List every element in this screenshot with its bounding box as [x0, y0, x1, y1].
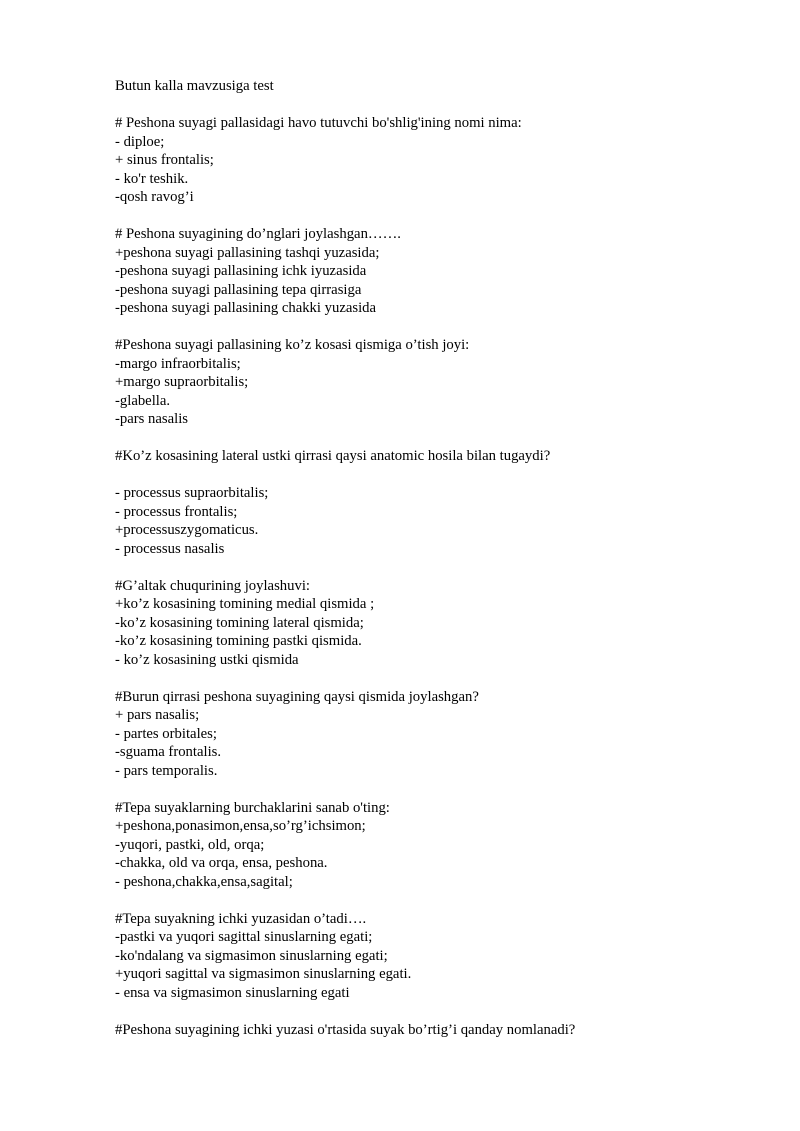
answer-option: - peshona,chakka,ensa,sagital;: [115, 873, 293, 890]
question-text: #Tepa suyaklarning burchaklarini sanab o'ting:: [115, 799, 390, 816]
answer-option: - diploe;: [115, 133, 165, 150]
answer-option: -yuqori, pastki, old, orqa;: [115, 836, 265, 853]
answer-option: -glabella.: [115, 392, 171, 409]
question-block: [115, 688, 755, 781]
blank-line: [115, 558, 755, 577]
answer-option: - processus supraorbitalis;: [115, 485, 269, 501]
blank-line: [115, 207, 755, 226]
question-block: [115, 114, 755, 207]
blank-line: [115, 1002, 755, 1021]
answer-option: -peshona suyagi pallasining chakki yuzasida: [115, 300, 377, 316]
question-text: #G’altak chuqurining joylashuvi:: [115, 577, 310, 594]
blank-line: [115, 669, 755, 688]
answer-option-correct: +peshona suyagi pallasining tashqi yuzasida;: [115, 244, 380, 261]
question-text: #Burun qirrasi peshona suyagining qaysi qismida joylashgan?: [115, 688, 479, 705]
question-block: [115, 910, 755, 1003]
question-text: #Peshona suyagi pallasining ko’z kosasi qismiga o’tish joyi:: [115, 337, 470, 353]
answer-option: - ko'r teshik.: [115, 170, 189, 187]
question-block: [115, 447, 755, 558]
answer-option: -sguama frontalis.: [115, 744, 222, 760]
answer-option: -ko’z kosasining tomining pastki qismida.: [115, 633, 362, 649]
blank-line: [115, 96, 755, 115]
answer-option: - processus nasalis: [115, 540, 225, 557]
question-text: # Peshona suyagi pallasidagi havo tutuvchi bo'shlig'ining nomi nima:: [115, 115, 522, 131]
blank-line: [115, 891, 755, 910]
answer-option: - processus frontalis;: [115, 503, 238, 520]
answer-option-correct: +yuqori sagittal va sigmasimon sinuslarning egati.: [115, 966, 412, 982]
blank-line: [115, 466, 755, 485]
answer-option: -qosh ravog’i: [115, 189, 194, 205]
answer-option-correct: + pars nasalis;: [115, 707, 200, 723]
blank-line: [115, 780, 755, 799]
answer-option-correct: + sinus frontalis;: [115, 152, 214, 168]
question-block: [115, 1021, 755, 1040]
document-title: Butun kalla mavzusiga test: [115, 78, 274, 94]
answer-option: -ko'ndalang va sigmasimon sinuslarning egati;: [115, 947, 388, 964]
answer-option: -pastki va yuqori sagittal sinuslarning egati;: [115, 929, 373, 945]
answer-option: -margo infraorbitalis;: [115, 355, 241, 372]
question-block: [115, 577, 755, 670]
question-block: [115, 799, 755, 892]
question-block: [115, 225, 755, 318]
document-body: [115, 77, 755, 1039]
answer-option: -peshona suyagi pallasining ichk iyuzasida: [115, 263, 367, 279]
question-text: #Tepa suyakning ichki yuzasidan o’tadi….: [115, 910, 367, 927]
answer-option: - ensa va sigmasimon sinuslarning egati: [115, 984, 350, 1001]
answer-option: - partes orbitales;: [115, 725, 217, 742]
answer-option-correct: +processuszygomaticus.: [115, 522, 259, 538]
answer-option-correct: +ko’z kosasining tomining medial qismida ;: [115, 596, 375, 612]
answer-option: -pars nasalis: [115, 411, 189, 427]
answer-option: - ko’z kosasining ustki qismida: [115, 651, 299, 668]
question-block: [115, 336, 755, 429]
answer-option: -chakka, old va orqa, ensa, peshona.: [115, 855, 328, 871]
blank-line: [115, 429, 755, 448]
answer-option: -peshona suyagi pallasining tepa qirrasiga: [115, 281, 362, 298]
answer-option: -ko’z kosasining tomining lateral qismida;: [115, 614, 364, 631]
question-text: #Peshona suyagining ichki yuzasi o'rtasida suyak bo’rtig’i qanday nomlanadi?: [115, 1021, 576, 1038]
question-text: # Peshona suyagining do’nglari joylashgan…….: [115, 226, 401, 242]
answer-option: - pars temporalis.: [115, 762, 218, 779]
answer-option-correct: +peshona,ponasimon,ensa,so’rg’ichsimon;: [115, 818, 366, 834]
blank-line: [115, 318, 755, 337]
question-text: #Ko’z kosasining lateral ustki qirrasi qaysi anatomic hosila bilan tugaydi?: [115, 448, 551, 464]
answer-option-correct: +margo supraorbitalis;: [115, 374, 249, 390]
